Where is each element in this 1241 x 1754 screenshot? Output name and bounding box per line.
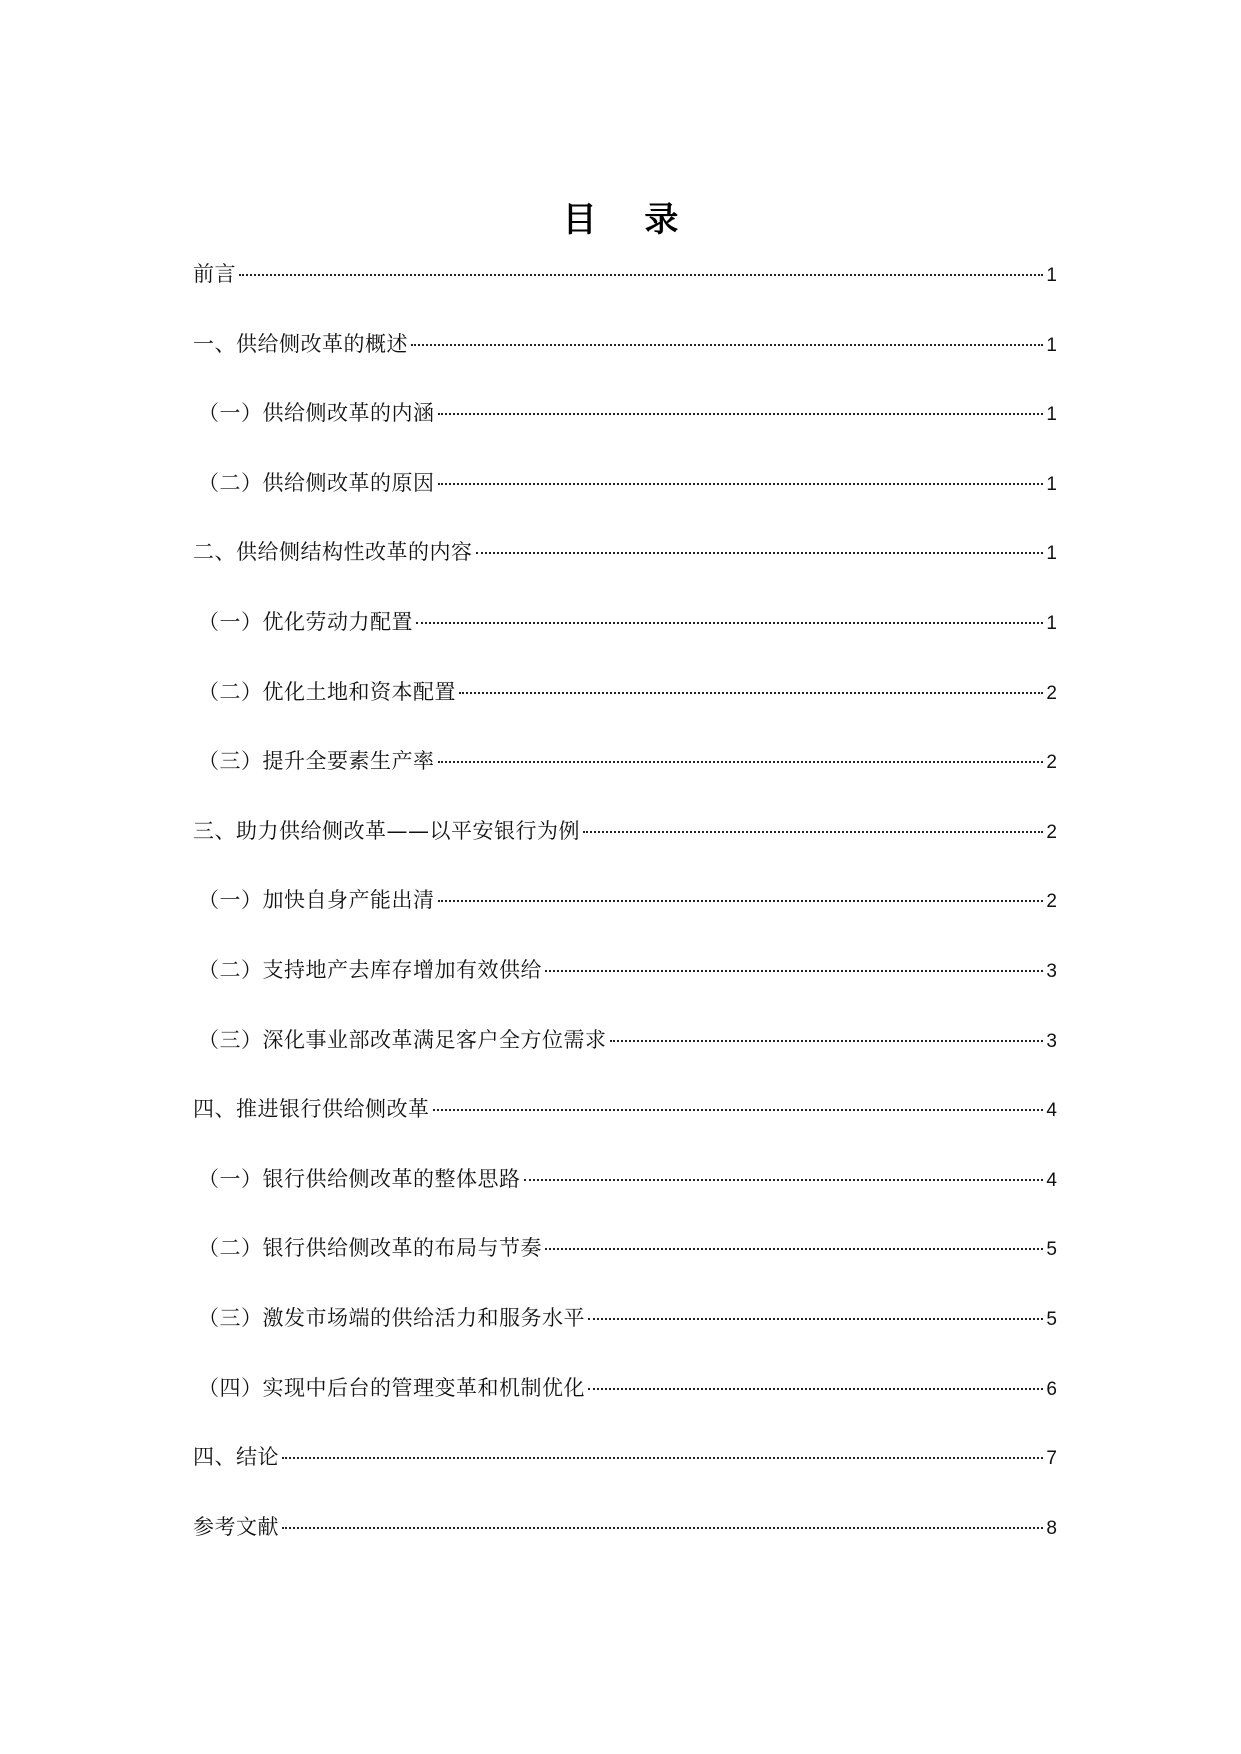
toc-entry[interactable] — [193, 606, 1057, 676]
toc-page-number: 1 — [1046, 543, 1057, 565]
toc-dot-leader — [411, 344, 1043, 346]
toc-entry-text: 一、供给侧改革的概述 — [193, 331, 408, 356]
toc-page-number: 7 — [1046, 1448, 1057, 1470]
toc-entry[interactable] — [193, 328, 1057, 398]
toc-page-number: 6 — [1046, 1378, 1057, 1400]
toc-page-number: 2 — [1046, 891, 1057, 913]
toc-entry-text: （三）深化事业部改革满足客户全方位需求 — [198, 1027, 607, 1052]
toc-entry[interactable] — [193, 467, 1057, 537]
toc-dot-leader — [433, 1109, 1044, 1111]
toc-dot-leader — [476, 552, 1044, 554]
toc-entry-text: 参考文献 — [193, 1514, 279, 1539]
toc-entry-text: （二）银行供给侧改革的布局与节奏 — [198, 1236, 542, 1261]
toc-page-number: 1 — [1046, 473, 1057, 495]
toc-dot-leader — [416, 622, 1043, 624]
toc-dot-leader — [588, 1318, 1043, 1320]
toc-page-number: 1 — [1046, 612, 1057, 634]
toc-dot-leader — [438, 413, 1044, 415]
toc-page-number: 8 — [1046, 1517, 1057, 1539]
toc-dot-leader — [588, 1388, 1043, 1390]
toc-entry-text: 四、结论 — [193, 1445, 279, 1470]
toc-entry-text: （二）支持地产去库存增加有效供给 — [198, 957, 542, 982]
toc-entry[interactable] — [193, 1302, 1057, 1372]
toc-entry[interactable] — [193, 884, 1057, 954]
toc-entry[interactable] — [193, 1163, 1057, 1233]
toc-page-number: 5 — [1046, 1308, 1057, 1330]
toc-page-number: 1 — [1046, 265, 1057, 286]
toc-page-number: 4 — [1046, 1169, 1057, 1191]
toc-dot-leader — [524, 1179, 1044, 1181]
toc-page-number: 1 — [1046, 334, 1057, 356]
toc-page-number: 3 — [1046, 1030, 1057, 1052]
toc-entry[interactable] — [193, 397, 1057, 467]
toc-title: 目 录 — [562, 200, 697, 240]
toc-dot-leader — [282, 1457, 1043, 1459]
toc-dot-leader — [459, 692, 1043, 694]
toc-entry-text: （一）加快自身产能出清 — [198, 888, 435, 913]
toc-entry-text: （三）提升全要素生产率 — [198, 749, 435, 774]
toc-page-number: 1 — [1046, 404, 1057, 426]
toc-entry[interactable] — [193, 676, 1057, 746]
toc-entry-text: 三、助力供给侧改革——以平安银行为例 — [193, 818, 580, 843]
toc-entry-text: （二）供给侧改革的原因 — [198, 470, 435, 495]
toc-entry-text: 二、供给侧结构性改革的内容 — [193, 540, 473, 565]
toc-entry-text: 前言 — [193, 262, 236, 286]
toc-entry[interactable] — [193, 954, 1057, 1024]
toc-entry[interactable] — [193, 1511, 1057, 1581]
toc-dot-leader — [610, 1040, 1044, 1042]
toc-page-number: 5 — [1046, 1239, 1057, 1261]
toc-page-number: 3 — [1046, 960, 1057, 982]
toc-page-number: 2 — [1046, 821, 1057, 843]
toc-page-number: 4 — [1046, 1100, 1057, 1122]
toc-page-number: 2 — [1046, 752, 1057, 774]
toc-dot-leader — [545, 1248, 1043, 1250]
toc-entry[interactable] — [193, 536, 1057, 606]
toc-dot-leader — [583, 831, 1043, 833]
toc-entry[interactable] — [193, 1093, 1057, 1163]
toc-entry[interactable] — [193, 1232, 1057, 1302]
toc-dot-leader — [239, 274, 1043, 276]
toc-entry[interactable] — [193, 815, 1057, 885]
toc-entry-text: （三）激发市场端的供给活力和服务水平 — [198, 1305, 585, 1330]
toc-entry-text: （一）供给侧改革的内涵 — [198, 401, 435, 426]
toc-dot-leader — [438, 761, 1044, 763]
toc-entry[interactable] — [193, 1024, 1057, 1094]
toc-entry[interactable] — [193, 1372, 1057, 1442]
toc-entry-text: （一）银行供给侧改革的整体思路 — [198, 1166, 521, 1191]
toc-dot-leader — [438, 483, 1044, 485]
toc-entry-text: （二）优化土地和资本配置 — [198, 679, 456, 704]
toc-entry-text: （四）实现中后台的管理变革和机制优化 — [198, 1375, 585, 1400]
toc-entry[interactable] — [193, 745, 1057, 815]
toc-list — [193, 258, 1057, 1580]
toc-entry[interactable] — [193, 1441, 1057, 1511]
toc-page-number: 2 — [1046, 682, 1057, 704]
toc-entry-text: （一）优化劳动力配置 — [198, 609, 413, 634]
toc-entry[interactable] — [193, 258, 1057, 328]
toc-dot-leader — [545, 970, 1043, 972]
toc-dot-leader — [438, 900, 1044, 902]
toc-dot-leader — [282, 1527, 1043, 1529]
toc-entry-text: 四、推进银行供给侧改革 — [193, 1097, 430, 1122]
